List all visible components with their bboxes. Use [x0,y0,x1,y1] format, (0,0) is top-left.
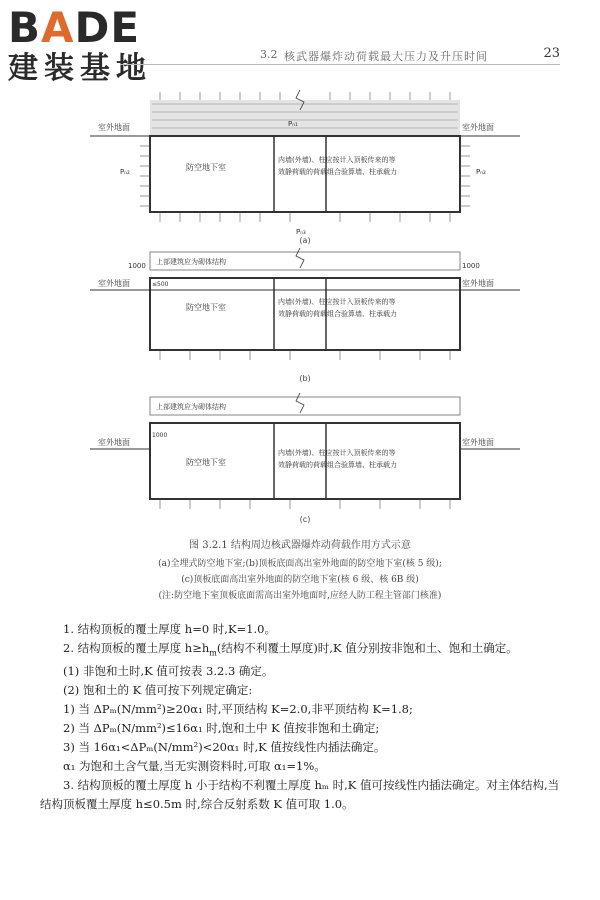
caption-line-2: (c)顶板底面高出室外地面的防空地下室(核 6 级、核 6B 级) [181,575,419,585]
paragraph-2 [40,639,560,662]
note-line-2: 效静荷载的荷载组合验算墙、柱承载力 [278,310,397,318]
paragraph-2-part-b: (结构不利覆土厚度)时,K 值分别按非饱和土、饱和土确定。 [216,641,518,655]
paragraph-4: (2) 饱和土的 K 值可按下列规定确定: [63,683,253,698]
logo-subtitle: 建装基地 [8,51,152,86]
page-number: 23 [543,46,560,61]
outdoor-ground-label-left: 室外地面 [98,123,130,132]
note-line-2: 效静荷载的荷载组合验算墙、柱承载力 [278,461,397,469]
dim-small: ≤500 [152,281,169,288]
dim-left: 1000 [128,262,146,270]
section-title: 核武器爆炸动荷载最大压力及升压时间 [284,50,488,63]
dim-right: 1000 [462,262,480,270]
paragraph-7: 3) 当 16α₁<ΔPₘ(N/mm²)<20α₁ 时,K 值按线性内插法确定。 [63,740,386,755]
outdoor-ground-label-left: 室外地面 [98,279,130,288]
p-side-label-left: Pₙ₂ [120,168,130,176]
paragraph-8: α₁ 为饱和土含气量,当无实测资料时,可取 α₁=1%。 [63,759,326,774]
logo-wordmark [8,3,178,52]
paragraph-9: 3. 结构顶板的覆土厚度 h 小于结构不利覆土厚度 hₘ 时,K 值可按线性内插法确定。对主体结构,当结构顶板覆土厚度 h≤0.5m 时,综合反射系数 K 值可取 1.0。 [40,778,560,812]
bottom-load-arrows [160,499,450,509]
outdoor-ground-label-right: 室外地面 [462,279,494,288]
logo-letters-de: DE [74,3,141,52]
figure-b [90,248,520,383]
room-label: 防空地下室 [186,303,226,312]
caption-line-1: (a)全埋式防空地下室;(b)顶板底面高出室外地面的防空地下室(核 5 级); [158,559,442,569]
paragraph-2-part-a: 2. 结构顶板的覆土厚度 h≥h [63,641,210,655]
upper-structure-label: 上部建筑应为砌体结构 [156,258,226,266]
soil-cover [150,100,460,136]
header-rule [120,64,560,65]
outdoor-ground-label-right: 室外地面 [462,123,494,132]
note-line-1: 内墙(外墙)、柱应按计入顶板传来的等 [278,156,396,164]
brand-logo [8,3,178,94]
figure-c-drawing [90,393,520,519]
figure-c [90,393,520,524]
figure-b-drawing [90,248,520,378]
logo-letter-b: B [8,3,42,52]
outdoor-ground-label-right: 室外地面 [462,438,494,447]
section-number: 3.2 [260,48,278,61]
upper-structure-label: 上部建筑应为砌体结构 [156,403,226,411]
bottom-load-arrows [160,350,450,360]
bottom-load-arrows [160,212,450,222]
paragraph-3: (1) 非饱和土时,K 值可按表 3.2.3 确定。 [63,664,274,679]
side-load-arrows [140,146,470,206]
note-line-1: 内墙(外墙)、柱应按计入顶板传来的等 [278,298,396,306]
room-label: 防空地下室 [186,163,226,172]
figure-c-label: (c) [299,515,311,524]
figure-caption: 图 3.2.1 结构周边核武器爆炸动荷载作用方式示意 [189,540,411,551]
figure-a-drawing [90,90,520,240]
paragraph-5: 1) 当 ΔPₘ(N/mm²)≥20α₁ 时,平顶结构 K=2.0,非平顶结构 K=1.8; [63,702,413,717]
figure-a [90,90,520,245]
paragraph-2-subscript: m [209,648,217,658]
top-load-arrows [160,92,450,100]
paragraph-6: 2) 当 ΔPₘ(N/mm²)≤16α₁ 时,饱和土中 K 值按非饱和土确定; [63,721,380,736]
body-text [40,620,560,814]
p-top-label: Pₙ₁ [288,120,298,128]
dim-label: 1000 [152,432,168,439]
paragraph-1: 1. 结构顶板的覆土厚度 h=0 时,K=1.0。 [63,622,276,636]
figure-b-label: (b) [299,374,311,383]
outdoor-ground-label-left: 室外地面 [98,438,130,447]
note-line-2: 效静荷载的荷载组合验算墙、柱承载力 [278,168,397,176]
p-bottom-label: Pₙ₃ [296,228,306,236]
room-label: 防空地下室 [186,458,226,467]
note-line-1: 内墙(外墙)、柱应按计入顶板传来的等 [278,449,396,457]
figure-a-label: (a) [299,236,311,245]
caption-line-3: (注:防空地下室顶板底面需高出室外地面时,应经人防工程主管部门核准) [158,591,442,601]
p-side-label-right: Pₙ₂ [476,168,486,176]
logo-letter-a: A [41,3,75,52]
